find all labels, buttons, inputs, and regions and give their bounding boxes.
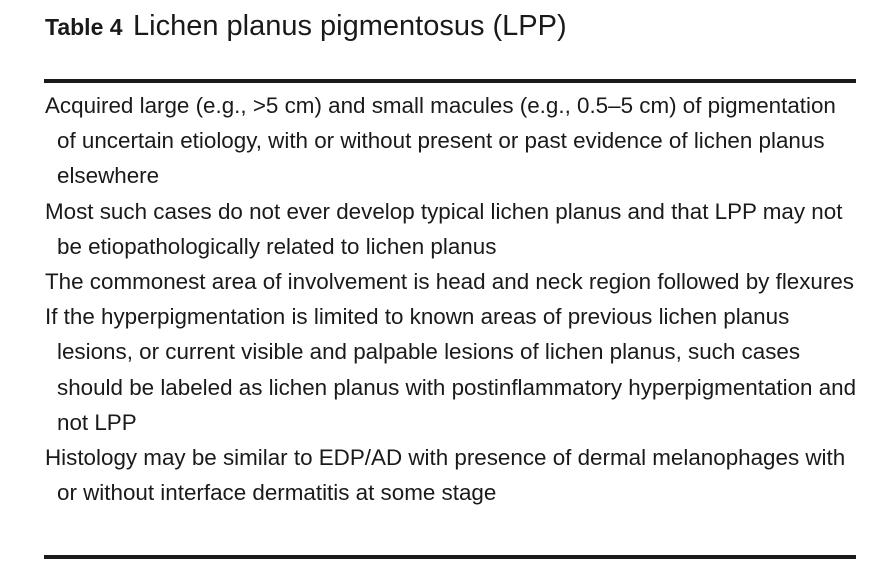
table-top-rule: [44, 79, 856, 83]
table-title: Lichen planus pigmentosus (LPP): [133, 10, 567, 42]
table-row: Acquired large (e.g., >5 cm) and small macules (e.g., 0.5–5 cm) of pigmentation of uncertain etiology, with or without present or past evidence of lichen planus elsewhere: [45, 93, 836, 189]
table-row: Histology may be similar to EDP/AD with presence of dermal melanophages with or without interface dermatitis at some stage: [45, 445, 846, 506]
table-row: If the hyperpigmentation is limited to known areas of previous lichen planus lesions, or current visible and palpable lesions of lichen planus, such cases should be labeled as lichen planus with postinflammatory hyperpigmentation and not LPP: [45, 304, 857, 435]
table-row: The commonest area of involvement is head and neck region followed by flexures: [45, 269, 854, 295]
table-caption: [45, 10, 567, 43]
table-bottom-rule: [44, 555, 856, 559]
table-row: Most such cases do not ever develop typical lichen planus and that LPP may not be etiopathologically related to lichen planus: [45, 198, 843, 259]
table-label: Table 4: [45, 14, 123, 40]
table-body: [45, 88, 860, 510]
